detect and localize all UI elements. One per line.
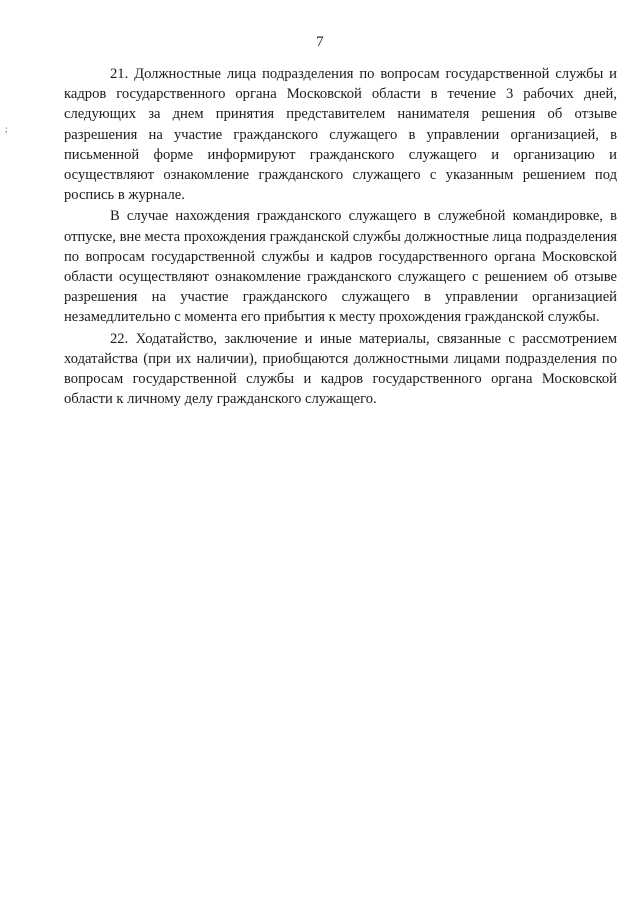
body-text	[64, 64, 617, 410]
paragraph-21: 21. Должностные лица подразделения по вопросам государственной службы и кадров государственного органа Московской области в течение 3 рабочих дней, следующих за днем принятия представителем нанимателя решения об отзыве разрешения на участие гражданского служащего в управлении организацией, в письменной форме информируют гражданского служащего и организацию и осуществляют ознакомление гражданского служащего с указанным решением под роспись в журнале.	[64, 66, 617, 204]
margin-mark: ;	[5, 124, 8, 134]
paragraph-business-trip: В случае нахождения гражданского служащего в служебной командировке, в отпуске, вне места прохождения гражданской службы должностные лица подразделения по вопросам государственной службы и кадров государственного органа Московской области осуществляют ознакомление гражданского служащего с решением об отзыве разрешения на участие гражданского служащего в управлении организацией незамедлительно с момента его прибытия к месту прохождения гражданской службы.	[64, 208, 617, 326]
paragraph-22: 22. Ходатайство, заключение и иные материалы, связанные с рассмотрением ходатайства (при их наличии), приобщаются должностными лицами подразделения по вопросам государственной службы и кадров государственного органа Московской области к личному делу гражданского служащего.	[64, 330, 617, 408]
page-number: 7	[316, 34, 324, 50]
